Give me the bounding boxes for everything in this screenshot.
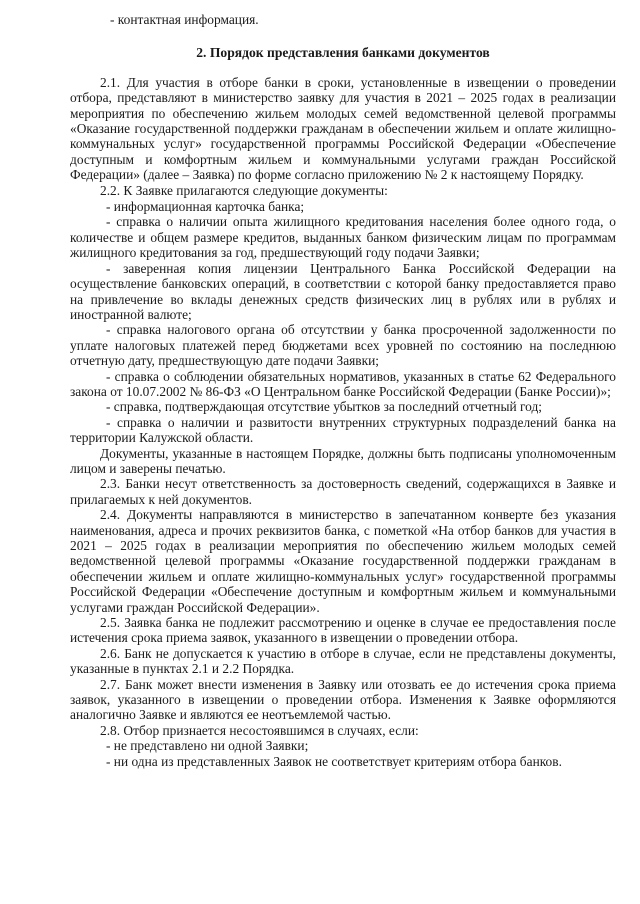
paragraph-2-8: 2.8. Отбор признается несостоявшимся в случаях, если:	[100, 722, 419, 738]
document-body	[70, 12, 616, 769]
paragraph-2-7: 2.7. Банк может внести изменения в Заявку или отозвать ее до истечения срока приема заявок, указанного в извещении о проведении отбора. Изменения к Заявке оформляются аналогично Заявке и являются ее неотъемлемой частью.	[70, 676, 616, 723]
list-item-no-losses: - справка, подтверждающая отсутствие убытков за последний отчетный год;	[106, 399, 542, 415]
list-item-license-copy: - заверенная копия лицензии Центрального Банка Российской Федерации на осуществление банковских операций, в соответствии с которой банку предоставляется право на привлечение во вклады денежных средств физических лиц в рублях или в рублях и иностранной валюте;	[70, 260, 616, 322]
paragraph-documents-signed: Документы, указанные в настоящем Порядке, должны быть подписаны уполномоченным лицом и заверены печатью.	[70, 445, 616, 476]
paragraph-2-1: 2.1. Для участия в отборе банки в сроки, установленные в извещении о проведении отбора, представляют в министерство заявку для участия в 2021 – 2025 годах в реализации мероприятия по обеспечению жильем молодых семей ведомственной целевой программы «Оказание государственной поддержки гражданам в обеспечении жильем и оплате жилищно-коммунальных услуг» государственной программы Российской Федерации «Обеспечение доступным и комфортным жильем и коммунальными услугами граждан Российской Федерации» (далее – Заявка) по форме согласно приложению № 2 к настоящему Порядку.	[70, 74, 616, 183]
list-item-branches: - справка о наличии и развитости внутренних структурных подразделений банка на территории Калужской области.	[70, 414, 616, 446]
paragraph-2-6: 2.6. Банк не допускается к участию в отборе в случае, если не представлены документы, указанные в пунктах 2.1 и 2.2 Порядка.	[70, 645, 616, 677]
paragraph-2-5: 2.5. Заявка банка не подлежит рассмотрению и оценке в случае ее предоставления после истечения срока приема заявок, указанного в извещении о проведении отбора.	[70, 615, 616, 646]
list-item-info-card: - информационная карточка банка;	[106, 199, 305, 215]
paragraph-2-3: 2.3. Банки несут ответственность за достоверность сведений, содержащихся в Заявке и прилагаемых к ней документов.	[70, 476, 616, 507]
list-item-standards-certificate: - справка о соблюдении обязательных нормативов, указанных в статье 62 Федерального закона от 10.07.2002 № 86-ФЗ «О Центральном банке Российской Федерации (Банке России)»;	[70, 368, 616, 399]
paragraph-2-4: 2.4. Документы направляются в министерство в запечатанном конверте без указания наименования, адреса и прочих реквизитов банка, с пометкой «На отбор банков для участия в 2021 – 2025 годах в реализации мероприятия по обеспечению жильем молодых семей ведомственной целевой программы «Оказание государственной поддержки гражданам в обеспечении жильем и оплате жилищно-коммунальных услуг» государственной программы Российской Федерации «Обеспечение доступным и комфортным жильем и коммунальными услугами граждан Российской Федерации».	[70, 507, 616, 615]
list-item-tax-certificate: - справка налогового органа об отсутствии у банка просроченной задолженности по уплате налоговых платежей перед бюджетами всех уровней по состоянию на последнюю отчетную дату, предшествующую дате подачи Заявки;	[70, 322, 616, 369]
paragraph-2-2: 2.2. К Заявке прилагаются следующие документы:	[100, 182, 388, 198]
list-item-no-match: - ни одна из представленных Заявок не соответствует критериям отбора банков.	[106, 753, 562, 769]
list-item-credit-experience: - справка о наличии опыта жилищного кредитования населения более одного года, о количестве и общем размере кредитов, выданных банком физическим лицам по программам жилищного кредитования за год, предшествующий году подачи Заявки;	[70, 214, 616, 261]
contact-info-line: - контактная информация.	[110, 12, 259, 27]
section-heading: 2. Порядок представления банками документов	[196, 45, 490, 61]
list-item-no-applications: - не представлено ни одной Заявки;	[106, 738, 309, 754]
